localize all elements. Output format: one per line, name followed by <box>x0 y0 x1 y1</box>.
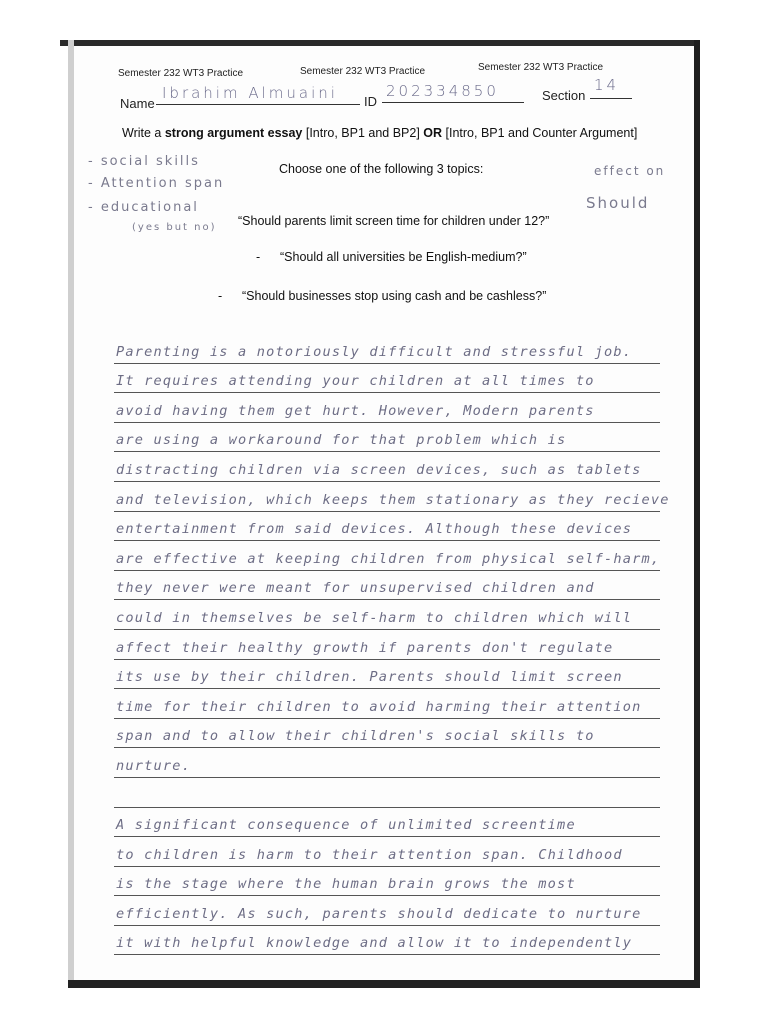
topic-screen-time <box>238 214 549 228</box>
essay-line <box>114 896 660 926</box>
name-value: Ibrahim Almuaini <box>162 84 338 102</box>
margin-note-effect-on: effect on <box>594 164 666 178</box>
margin-note-should: Should <box>586 194 650 212</box>
essay-line-text: Parenting is a notoriously difficult and stressful job. <box>116 343 633 360</box>
scan-border-right <box>694 40 700 988</box>
essay-line-text: distracting children via screen devices, such as tablets <box>116 461 642 478</box>
essay-line <box>114 630 660 660</box>
essay-line <box>114 334 660 364</box>
practice-label-left: Semester 232 WT3 Practice <box>118 68 244 79</box>
choose-topic-prompt: Choose one of the following 3 topics: <box>279 162 484 176</box>
instruction-bold-essay: strong argument essay <box>164 126 303 140</box>
topic-text: “Should parents limit screen time for children under 12?” <box>238 214 550 228</box>
essay-line <box>114 423 660 453</box>
essay-line-text: they never were meant for unsupervised children and <box>116 580 595 597</box>
essay-line-text: affect their healthy growth if parents don't regulate <box>116 639 614 656</box>
essay-line-text: entertainment from said devices. Although these devices <box>116 521 633 538</box>
essay-line-text: could in themselves be self-harm to children which will <box>116 609 633 626</box>
essay-line <box>114 600 660 630</box>
id-value: 202334850 <box>386 82 499 100</box>
essay-line <box>114 364 660 394</box>
instruction-middle: [Intro, BP1 and BP2] <box>302 126 424 140</box>
essay-line-text: A significant consequence of unlimited screentime <box>116 817 576 834</box>
essay-line <box>114 571 660 601</box>
essay-instruction <box>122 126 682 140</box>
essay-line-text: is the stage where the human brain grows the most <box>116 876 576 893</box>
essay-line-text: its use by their children. Parents should limit screen <box>116 669 623 686</box>
section-value: 14 <box>594 76 620 94</box>
student-info-row <box>116 76 676 116</box>
essay-line-text: It requires attending your children at all times to <box>116 373 595 390</box>
essay-line <box>114 748 660 778</box>
practice-header <box>74 58 694 78</box>
essay-line-text: to children is harm to their attention span. Childhood <box>116 846 623 863</box>
essay-line <box>114 808 660 838</box>
essay-line <box>114 393 660 423</box>
essay-line-text: are effective at keeping children from physical self-harm, <box>116 550 661 567</box>
id-label: ID <box>364 94 377 109</box>
essay-line <box>114 452 660 482</box>
section-label: Section <box>542 88 586 103</box>
essay-line <box>114 867 660 897</box>
margin-note-social-skills: - social skills <box>88 154 200 169</box>
instruction-bold-or: OR <box>423 126 443 140</box>
margin-note-yes-but-no: (yes but no) <box>132 222 217 233</box>
essay-line-text: avoid having them get hurt. However, Modern parents <box>116 402 595 419</box>
essay-line-text: nurture. <box>116 757 192 774</box>
essay-line <box>114 541 660 571</box>
essay-line <box>114 660 660 690</box>
essay-line-text: are using a workaround for that problem which is <box>116 432 567 449</box>
essay-line <box>114 837 660 867</box>
topic-english-medium: - “Should all universities be English-medium?” <box>256 250 527 264</box>
instruction-prefix: Write a <box>122 126 165 140</box>
essay-line <box>114 482 670 512</box>
topic-text: “Should all universities be English-medium?” <box>280 250 527 264</box>
essay-line <box>114 689 660 719</box>
name-label: Name <box>120 96 155 111</box>
practice-label-middle: Semester 232 WT3 Practice <box>300 66 426 77</box>
instruction-suffix: [Intro, BP1 and Counter Argument] <box>442 126 638 140</box>
essay-line-text: time for their children to avoid harming their attention <box>116 698 642 715</box>
topic-cashless: - “Should businesses stop using cash and be cashless?” <box>218 289 547 303</box>
margin-note-attention-span: - Attention span <box>88 176 225 191</box>
essay-line-text: and television, which keeps them stationary as they recieve <box>116 491 670 508</box>
essay-line-text: efficiently. As such, parents should dedicate to nurture <box>116 905 642 922</box>
margin-note-educational: - educational <box>88 200 199 215</box>
essay-line-text: span and to allow their children's social skills to <box>116 728 595 745</box>
essay-line <box>114 512 660 542</box>
scan-border-bottom <box>68 980 700 988</box>
worksheet-page <box>74 46 694 980</box>
essay-line-text: it with helpful knowledge and allow it to independently <box>116 935 633 952</box>
essay-line <box>114 719 660 749</box>
essay-body <box>114 334 670 955</box>
topic-text: “Should businesses stop using cash and be cashless?” <box>242 289 547 303</box>
essay-line <box>114 926 660 956</box>
essay-line <box>114 778 660 808</box>
practice-label-right: Semester 232 WT3 Practice <box>478 62 604 73</box>
